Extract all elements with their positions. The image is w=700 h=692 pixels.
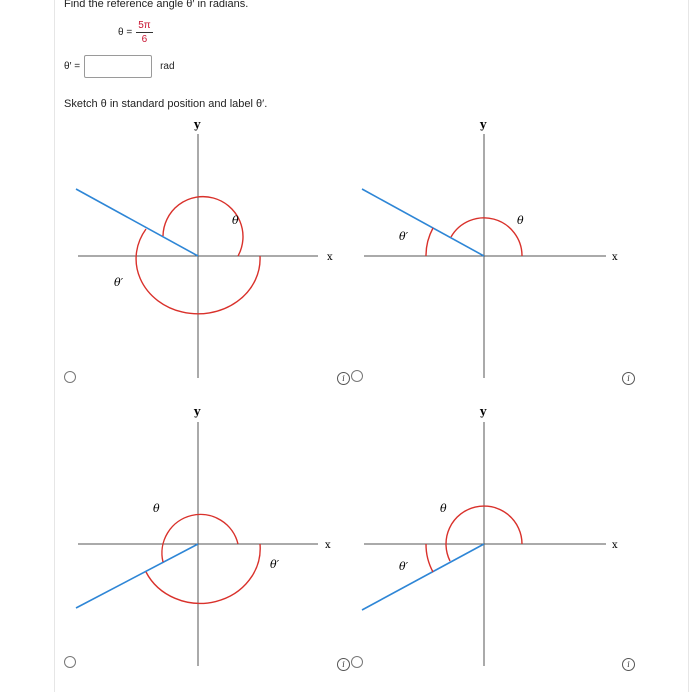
option-d-x-label: x [612,540,618,551]
option-d-graph [362,405,618,666]
answer-label: θ′ = [64,61,81,72]
option-d-theta-prime-arc [426,544,433,572]
option-a-y-label: y [194,118,201,131]
option-c-x-label: x [325,540,331,551]
option-b-x-label: x [612,252,618,263]
option-c-y-label: y [194,405,201,418]
option-c-theta-label: θ [153,502,160,515]
option-c-info-icon[interactable]: i [337,658,350,671]
theta-label: θ = [118,27,133,38]
option-d-theta-prime-label: θ′ [399,560,409,573]
option-d-info-icon[interactable]: i [622,658,635,671]
option-b-theta-prime-arc [426,228,433,256]
option-a-theta-prime-label: θ′ [114,276,124,289]
option-a-terminal-ray [76,189,198,256]
option-c-theta-arc [162,514,238,562]
option-a-info-icon[interactable]: i [337,372,350,385]
option-b-graph [362,118,618,378]
option-d-radio[interactable] [351,656,363,668]
option-b-theta-prime-label: θ′ [399,230,409,243]
option-a-theta-label: θ [232,214,239,227]
option-c-theta-prime-label: θ′ [270,558,280,571]
option-a-theta-arc [163,197,243,256]
option-a-x-label: x [327,252,333,263]
option-c-radio[interactable] [64,656,76,668]
option-d-y-label: y [480,405,487,418]
option-d-theta-label: θ [440,502,447,515]
option-b-theta-arc [451,218,522,256]
option-c-graph [76,405,331,666]
option-a-radio[interactable] [64,371,76,383]
fraction-numerator: 5π [138,20,151,31]
fraction-denominator: 6 [141,34,148,45]
option-b-theta-label: θ [517,214,524,227]
question-prompt: Find the reference angle θ′ in radians. [64,0,249,10]
sketch-prompt: Sketch θ in standard position and label θ′. [64,98,268,110]
option-b-y-label: y [480,118,487,131]
option-c-terminal-ray [76,544,198,608]
option-b-radio[interactable] [351,370,363,382]
option-c-theta-prime-arc [146,544,260,603]
option-a-graph [76,118,333,378]
answer-unit: rad [160,61,175,72]
option-b-info-icon[interactable]: i [622,372,635,385]
option-d-terminal-ray [362,544,484,610]
